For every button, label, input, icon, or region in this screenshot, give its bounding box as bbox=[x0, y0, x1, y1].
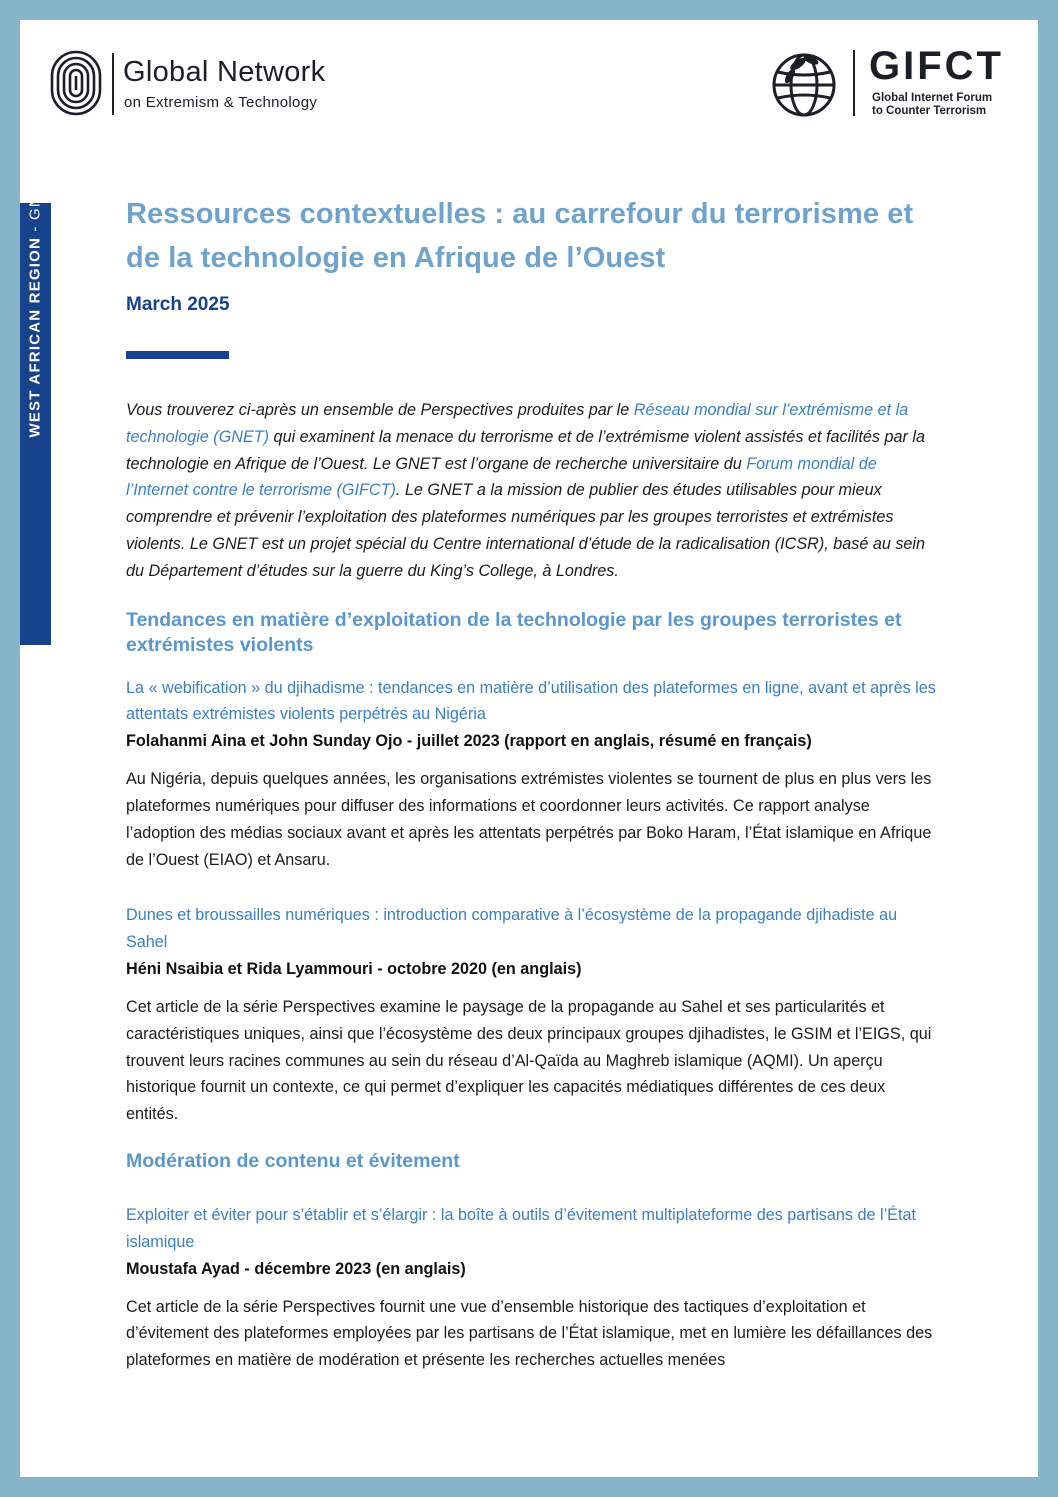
article-link-webification[interactable]: La « webification » du djihadisme : tendances en matière d’utilisation des plateformes en ligne, avant et après les attentats extrémistes violents perpétrés au Nigéria bbox=[126, 678, 936, 724]
section-heading-moderation: Modération de contenu et évitement bbox=[126, 1149, 460, 1172]
intro-paragraph: Vous trouverez ci-après un ensemble de Perspectives produites par le Réseau mondial sur l’extrémisme et la technologie (GNET) qui examinent la menace du terrorisme et de l’extrémisme violent assistés et facilités par la technologie en Afrique de l’Ouest. Le GNET est l’organe de recherche universitaire du Forum mondial de l’Internet contre le terrorisme (GIFCT). Le GNET a la mission de publier des études utilisables pour mieux comprendre et prévenir l’exploitation des plateformes numériques par les groupes terroristes et extrémistes violents. Le GNET est un projet spécial du Centre international d’étude de la radicalisation (ICSR), basé au sein du Département d’études sur la guerre du King’s College, à Londres. bbox=[126, 401, 926, 580]
fingerprint-icon bbox=[50, 50, 104, 118]
gifct-fullname: Global Internet Forum to Counter Terrorism bbox=[872, 92, 993, 117]
article-link-dunes[interactable]: Dunes et broussailles numériques : introduction comparative à l’écosystème de la propagande djihadiste au Sahel bbox=[126, 906, 898, 952]
gnet-subtitle: on Extremism & Technology bbox=[124, 94, 318, 111]
article-byline: Héni Nsaibia et Rida Lyammouri - octobre 2020 (en anglais) bbox=[126, 959, 582, 978]
article-description: Cet article de la série Perspectives fournit une vue d’ensemble historique des tactiques d’exploitation et d’évitement des plateformes employées par les partisans de l’État islamique, met en lumière les défaillances des plateformes en matière de modération et présente les recherches actuelles menées bbox=[126, 1297, 933, 1370]
page-title: Ressources contextuelles : au carrefour du terrorisme et de la technologie en Afrique de l’Ouest bbox=[126, 198, 914, 274]
article-byline: Moustafa Ayad - décembre 2023 (en anglais) bbox=[126, 1259, 466, 1278]
gifct-acronym: GIFCT bbox=[869, 44, 1004, 88]
gnet-link[interactable]: Réseau mondial sur l’extrémisme et la technologie (GNET) bbox=[126, 401, 909, 446]
publication-date: March 2025 bbox=[126, 294, 230, 315]
logo-divider bbox=[853, 50, 855, 116]
side-tab-label: WEST AFRICAN REGION - GNET INSIGHTS 2025 bbox=[26, 44, 44, 438]
globe-laurel-icon bbox=[768, 50, 840, 118]
section-heading-trends: Tendances en matière d’exploitation de la technologie par les groupes terroristes et extrémistes violents bbox=[126, 608, 902, 656]
gnet-name: Global Network bbox=[123, 56, 326, 88]
gifct-link[interactable]: Forum mondial de l’Internet contre le terrorisme (GIFCT) bbox=[126, 454, 877, 500]
article-description: Cet article de la série Perspectives examine le paysage de la propagande au Sahel et ses particularités et caractéristiques uniques, ainsi que l’écosystème des deux principaux groupes djihadistes, le GSIM et l’EIGS, qui trouvent leurs racines communes au sein du réseau d’Al-Qaïda au Maghreb islamique (AQMI). Un aperçu historique fournit un contexte, ce qui permet d’expliquer les capacités médiatiques différentes de ces deux entités. bbox=[126, 997, 932, 1124]
logo-divider bbox=[112, 53, 114, 115]
title-rule bbox=[126, 351, 229, 359]
article-link-exploiter[interactable]: Exploiter et éviter pour s’établir et s’élargir : la boîte à outils d’évitement multiplateforme des partisans de l’État islamique bbox=[126, 1205, 916, 1251]
main-content bbox=[126, 192, 938, 1374]
article-byline: Folahanmi Aina et John Sunday Ojo - juillet 2023 (rapport en anglais, résumé en français) bbox=[126, 732, 812, 751]
gifct-logo bbox=[768, 44, 1013, 120]
article-description: Au Nigéria, depuis quelques années, les organisations extrémistes violentes se tournent de plus en plus vers les plateformes numériques pour diffuser des informations et coordonner leurs activités. Ce rapport analyse l’adoption des médias sociaux avant et après les attentats perpétrés par Boko Haram, l’État islamique en Afrique de l’Ouest (EIAO) et Ansaru. bbox=[126, 770, 932, 869]
document-page bbox=[20, 20, 1038, 1477]
